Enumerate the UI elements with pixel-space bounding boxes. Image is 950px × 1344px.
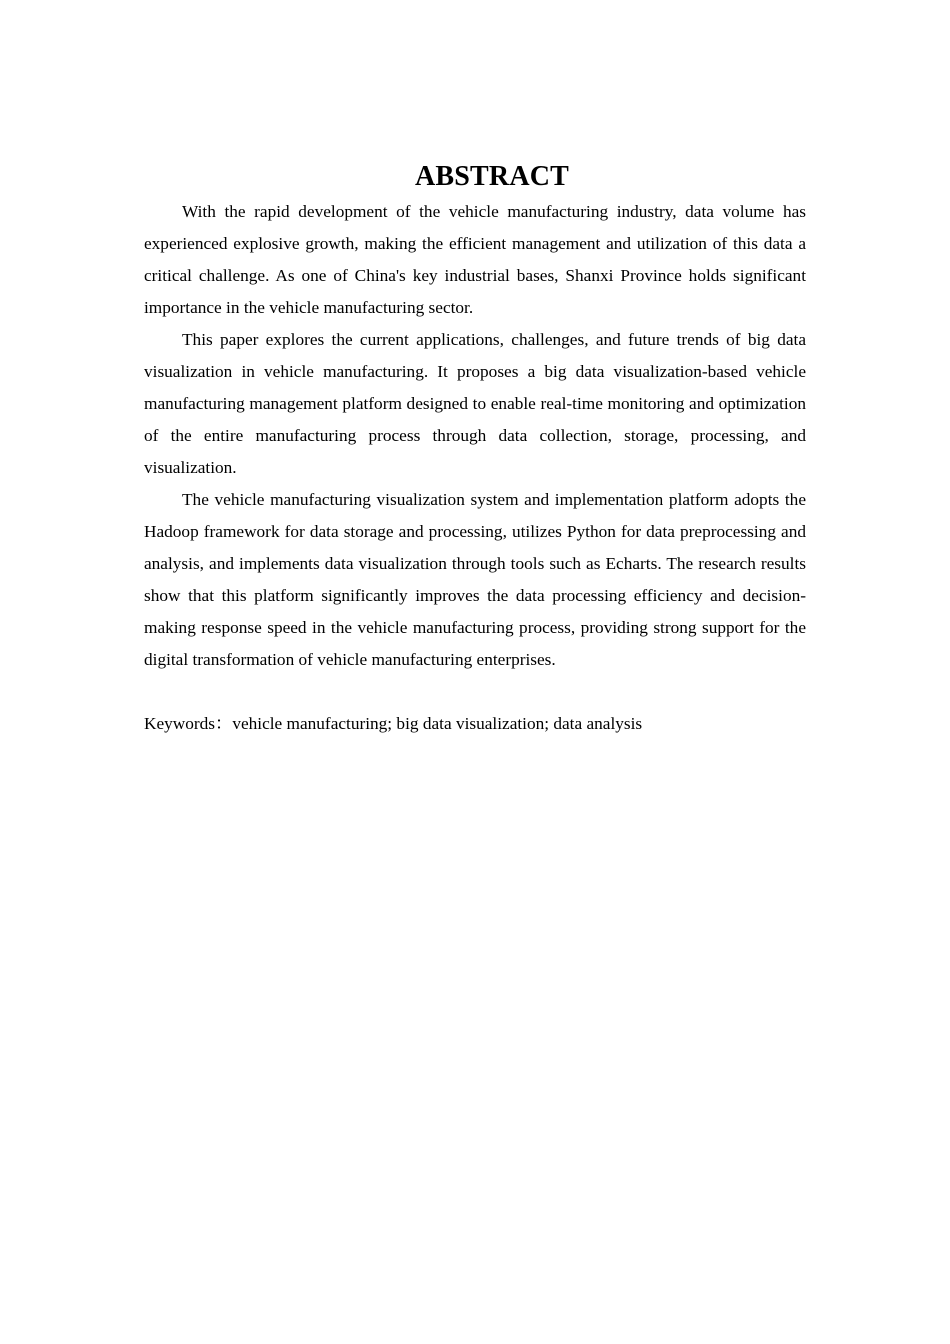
abstract-paragraph-1: With the rapid development of the vehicle manufacturing industry, data volume has experienced explosive growth, making the efficient management and utilization of this data a critical challenge. As one of China's key industrial bases, Shanxi Province holds significant importance in the vehicle manufacturing sector. bbox=[144, 202, 806, 317]
keywords-label: Keywords： bbox=[144, 714, 233, 733]
abstract-paragraph-3: The vehicle manufacturing visualization system and implementation platform adopts the Hadoop framework for data storage and processing, utilizes Python for data preprocessing and analysis, and implements data visualization through tools such as Echarts. The research results show that this platform significantly improves the data processing efficiency and decision-making response speed in the vehicle manufacturing process, providing strong support for the digital transformation of vehicle manufacturing enterprises. bbox=[144, 490, 806, 669]
keywords-line bbox=[144, 708, 806, 740]
abstract-page bbox=[144, 158, 806, 740]
abstract-paragraph-2: This paper explores the current applications, challenges, and future trends of big data visualization in vehicle manufacturing. It proposes a big data visualization-based vehicle manufacturing management platform designed to enable real-time monitoring and optimization of the entire manufacturing process through data collection, storage, processing, and visualization. bbox=[144, 330, 806, 477]
abstract-title: ABSTRACT bbox=[414, 161, 570, 192]
keywords-value: vehicle manufacturing; big data visualization; data analysis bbox=[232, 714, 643, 733]
